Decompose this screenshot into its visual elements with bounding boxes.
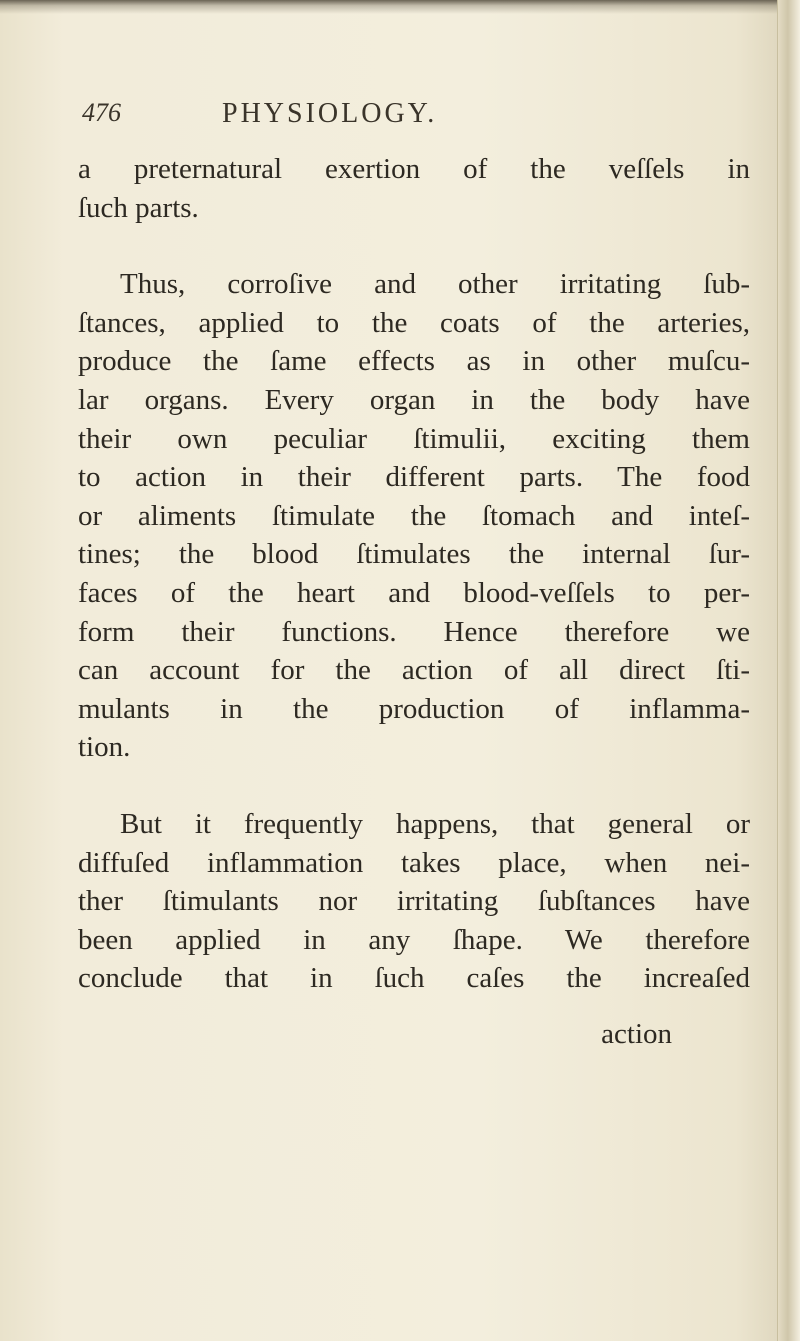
paragraph-1 [78, 150, 750, 227]
paragraph-gap [78, 227, 750, 265]
text-line: tines; the blood ſtimulates the internal ſur- [78, 538, 750, 571]
page-number: 476 [82, 98, 121, 127]
text-line: diffuſed inflammation takes place, when nei- [78, 846, 750, 879]
text-line: produce the ſame effects as in other muſcu- [78, 345, 750, 378]
paragraph-gap [78, 767, 750, 805]
page-edge [777, 0, 800, 1341]
running-head [82, 98, 682, 138]
text-line: ſuch parts. [78, 191, 199, 224]
text-line: But it frequently happens, that general or [120, 807, 750, 840]
text-line: can account for the action of all direct ſti- [78, 654, 750, 687]
text-line: tion. [78, 731, 131, 764]
text-line: to action in their different parts. The food [78, 461, 750, 494]
text-line: ſtances, applied to the coats of the arteries, [78, 306, 750, 339]
text-line: a preternatural exertion of the veſſels in [78, 153, 750, 185]
running-head-title: PHYSIOLOGY. [222, 98, 438, 129]
text-line: been applied in any ſhape. We therefore [78, 923, 750, 956]
catchword: action [601, 1018, 672, 1050]
body-text [78, 150, 750, 998]
text-line: conclude that in ſuch caſes the increaſed [78, 962, 750, 995]
text-line: Thus, corroſive and other irritating ſub- [120, 268, 750, 301]
text-line: faces of the heart and blood-veſſels to per- [78, 576, 750, 609]
text-line: ther ſtimulants nor irritating ſubſtances have [78, 885, 750, 918]
page-top-shadow [0, 0, 800, 14]
text-line: or aliments ſtimulate the ſtomach and inteſ- [78, 499, 750, 532]
text-line: lar organs. Every organ in the body have [78, 383, 750, 416]
text-line: form their functions. Hence therefore we [78, 615, 750, 648]
text-line: mulants in the production of inflamma- [78, 692, 750, 725]
text-line: their own peculiar ſtimulii, exciting them [78, 422, 750, 455]
paragraph-3 [78, 805, 750, 998]
paragraph-2 [78, 265, 750, 767]
